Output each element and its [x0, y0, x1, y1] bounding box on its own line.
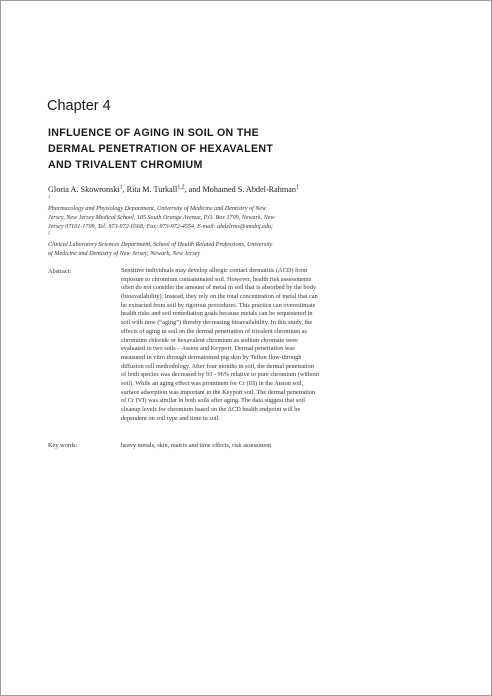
abstract-line: (bioavailability). Instead, they rely on the total concentration of metal that can	[121, 293, 318, 301]
author-name: Rita M. Turkall	[126, 185, 178, 194]
affiliation-text: Jersey, New Jersey Medical School, 185 South Orange Avenue, P.O. Box 1709, Newark, New	[48, 215, 275, 221]
affiliation-text: Clinical Laboratory Sciences Department, School of Health Related Professions, University	[48, 242, 273, 248]
abstract-line: often do not consider the amount of metal in soil that is absorbed by the body	[121, 284, 316, 292]
author-separator: , and	[184, 185, 203, 194]
abstract-line: evaluated in two soils – Atsion and Keyport. Dermal penetration was	[121, 345, 295, 353]
affiliation-marker: 2	[48, 229, 51, 235]
abstract-label: Abstract:	[48, 268, 72, 275]
affiliation-marker: 1,2	[177, 184, 185, 191]
affiliation-line	[48, 250, 448, 259]
author-name: Mohamed S. Abdel-Rahman	[202, 185, 296, 194]
author-separator: ,	[122, 185, 127, 194]
affiliation-text: Pharmacology and Physiology Department, University of Medicine and Dentistry of New	[48, 206, 267, 212]
abstract-line: Sensitive individuals may develop allergic contact dermatitis (ACD) from	[121, 267, 308, 274]
title-line: INFLUENCE OF AGING IN SOIL ON THE	[48, 127, 260, 139]
affiliation-line	[48, 223, 448, 232]
abstract-line: of Cr (VI) was similar in both soils after aging. The data suggest that soil	[121, 397, 306, 405]
abstract-line: cleanup levels for chromium based on the ACD health endpoint will be	[121, 406, 301, 413]
title-line: DERMAL PENETRATION OF HEXAVALENT	[48, 143, 274, 155]
abstract-line: soil with time (“aging”) thereby decreasing bioavailability. In this study, the	[121, 319, 313, 327]
keywords-list: heavy metals, skin, matrix and time effects, risk assessment	[121, 442, 272, 449]
abstract-line: be extracted from soil by rigorous procedures. This practice can overestimate	[121, 301, 316, 309]
abstract-line: chromium chloride or hexavalent chromium as sodium chromate were	[121, 336, 298, 344]
abstract-line: dependent on soil type and time in soil.	[121, 414, 220, 422]
abstract-line: exposure to chromium contaminated soil. However, health risk assessments	[121, 275, 312, 283]
affiliation-line	[48, 214, 448, 223]
keywords-label: Key words:	[48, 442, 78, 449]
affiliation-marker: 1	[119, 184, 123, 191]
affiliation-text: Jersey 07101-1709, Tel: 973-972-6568; Fax: 973-972-4554, E-mail: abdelrms@umdnj.edu;	[48, 224, 274, 230]
chapter-title	[48, 125, 358, 173]
abstract-body	[121, 267, 448, 423]
author-name: Gloria A. Skowronski	[48, 185, 120, 194]
chapter-heading: Chapter 4	[47, 98, 111, 114]
affiliation-line	[48, 229, 448, 250]
abstract-line: diffusion cell methodology. After four months in soil, the dermal penetration	[121, 362, 314, 370]
affiliation-line	[48, 193, 448, 214]
abstract-line: of both species was decreased by 93 - 96% relative to pure chromium (without	[121, 371, 320, 379]
affiliation-text: of Medicine and Dentistry of New Jersey, Newark, New Jersey	[48, 251, 201, 257]
title-line: AND TRIVALENT CHROMIUM	[48, 159, 203, 171]
abstract-line: health risks and soil remediation goals because metals can be sequestered in	[121, 310, 313, 318]
abstract-line: measured in vitro through dermatomed pig skin by Teflon flow-through	[121, 353, 302, 361]
author-list	[48, 185, 299, 194]
abstract-line: surface adsorption was important in the Keyport soil. The dermal penetration	[121, 388, 316, 396]
affiliations	[48, 193, 448, 259]
abstract-line: soil). While an aging effect was prominent for Cr (III) in the Atsion soil,	[121, 379, 304, 387]
affiliation-marker: 1	[295, 184, 299, 191]
abstract-line: effects of aging in soil on the dermal penetration of trivalent chromium as	[121, 327, 307, 335]
affiliation-marker: 1	[48, 193, 51, 199]
